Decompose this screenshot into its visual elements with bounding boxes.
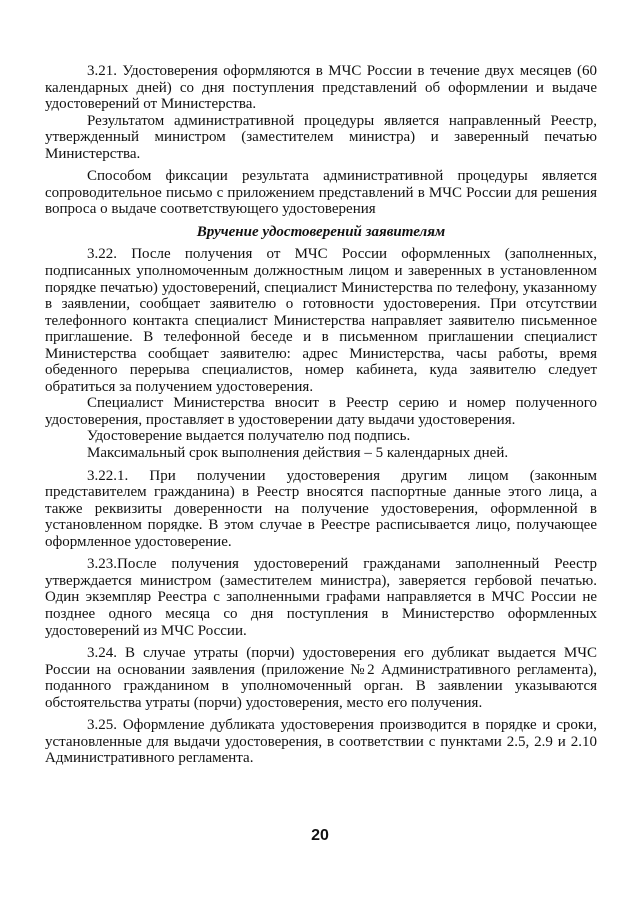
paragraph-3-25: 3.25. Оформление дубликата удостоверения производится в порядке и сроки, установленные для выдачи удостоверения, в соответствии с пунктами 2.5, 2.9 и 2.10 Административного регламента. [45, 717, 597, 767]
paragraph-3-22-1: 3.22.1. При получении удостоверения другим лицом (законным представителем гражданина) в Реестр вносятся паспортные данные этого лица, а также реквизиты доверенности на получение удостоверения, оформленной в установленном порядке. В этом случае в Реестре расписывается лицо, получающее оформленное удостоверение. [45, 467, 597, 550]
paragraph-fixation-method: Способом фиксации результата административной процедуры является сопроводительное письмо с приложением представлений в МЧС России для решения вопроса о выдаче соответствующего удостоверения [45, 168, 597, 218]
page-number: 20 [311, 827, 329, 844]
paragraph-3-21: 3.21. Удостоверения оформляются в МЧС России в течение двух месяцев (60 календарных дней) со дня поступления представлений об оформлении и выдаче удостоверений от Министерства. [45, 63, 597, 113]
paragraph-3-22: 3.22. После получения от МЧС России оформленных (заполненных, подписанных уполномоченным должностным лицом и заверенных в установленном порядке печатью) удостоверений, специалист Министерства по телефону, указанному в заявлении, сообщает заявителю о готовности удостоверения. При отсутствии телефонного контакта специалист Министерства направляет заявителю письменное приглашение. В телефонной беседе и в письменном приглашении специалист Министерства сообщает заявителю: адрес Министерства, часы работы, время обеденного перерыва специалистов, номер кабинета, куда заявителю следует обратиться за получением удостоверения. [45, 246, 597, 395]
paragraph-result: Результатом административной процедуры является направленный Реестр, утвержденный министром (заместителем министра) и заверенный печатью Министерства. [45, 112, 597, 162]
paragraph-registry-entry: Специалист Министерства вносит в Реестр серию и номер полученного удостоверения, проставляет в удостоверении дату выдачи удостоверения. [45, 395, 597, 428]
paragraph-3-24: 3.24. В случае утраты (порчи) удостоверения его дубликат выдается МЧС России на основании заявления (приложение №2 Административного регламента), поданного гражданином в уполномоченный орган. В заявлении указываются обстоятельства утраты (порчи) удостоверения, место его получения. [45, 645, 597, 711]
paragraph-3-23: 3.23.После получения удостоверений гражданами заполненный Реестр утверждается министром (заместителем министра), заверяется гербовой печатью. Один экземпляр Реестра с заполненными графами направляется в МЧС России не позднее одного месяца со дня поступления в Министерство оформленных удостоверений из МЧС России. [45, 556, 597, 639]
paragraph-max-term: Максимальный срок выполнения действия – 5 календарных дней. [87, 445, 509, 462]
document-body [45, 63, 597, 767]
paragraph-issued-signature: Удостоверение выдается получателю под подпись. [87, 428, 411, 445]
section-heading: Вручение удостоверений заявителям [196, 223, 446, 240]
